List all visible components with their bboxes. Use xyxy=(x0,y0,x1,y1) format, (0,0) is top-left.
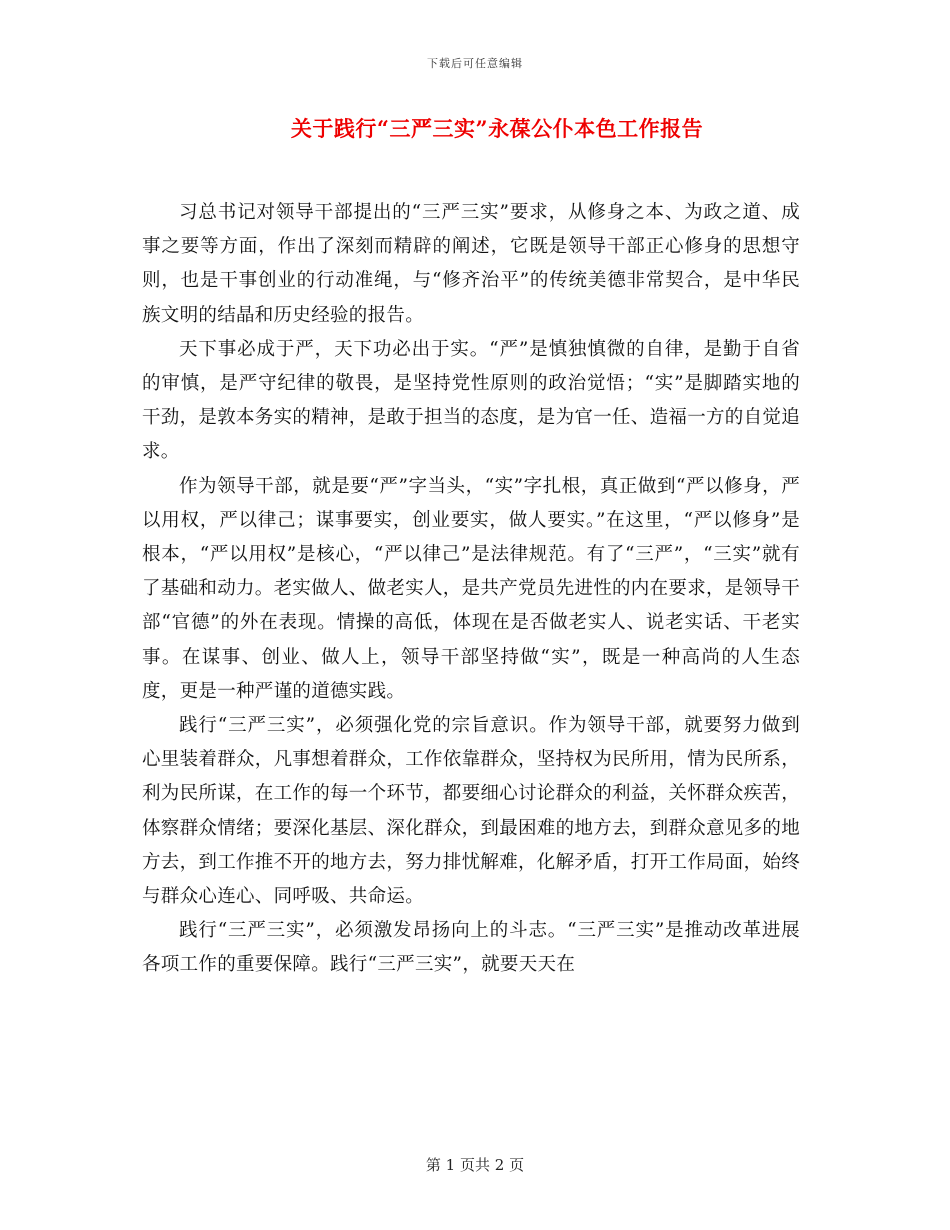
page-header-note: 下载后可任意编辑 xyxy=(427,57,523,70)
page-number: 第 1 页共 2 页 xyxy=(425,1156,525,1174)
paragraph: 习总书记对领导干部提出的“三严三实”要求，从修身之本、为政之道、成事之要等方面，作出了深刻而精辟的阐述，它既是领导干部正心修身的思想守则，也是干事创业的行动准绳，与“修齐治平”的传统美德非常契合，是中华民族文明的结晶和历史经验的报告。 xyxy=(142,202,800,326)
paragraph: 作为领导干部，就是要“严”字当头，“实”字扎根，真正做到“严以修身，严以用权，严以律己；谋事要实，创业要实，做人要实。”在这里，“严以修身”是根本，“严以用权”是核心，“严以律己”是法律规范。有了“三严”，“三实”就有了基础和动力。老实做人、做老实人，是共产党员先进性的内在要求，是领导干部“官德”的外在表现。情操的高低，体现在是否做老实人、说老实话、干老实事。在谋事、创业、做人上，领导干部坚持做“实”，既是一种高尚的人生态度，更是一种严谨的道德实践。 xyxy=(142,475,801,702)
paragraph: 践行“三严三实”，必须激发昂扬向上的斗志。“三严三实”是推动改革进展各项工作的重要保障。践行“三严三实”，就要天天在 xyxy=(142,920,800,976)
document-title: 关于践行“三严三实”永葆公仆本色工作报告 xyxy=(290,116,704,141)
paragraph: 践行“三严三实”，必须强化党的宗旨意识。作为领导干部，就要努力做到心里装着群众，凡事想着群众，工作依靠群众，坚持权为民所用，情为民所系，利为民所谋，在工作的每一个环节，都要细心讨论群众的利益，关怀群众疾苦，体察群众情绪；要深化基层、深化群众，到最困难的地方去，到群众意见多的地方去，到工作推不开的地方去，努力排忧解难，化解矛盾，打开工作局面，始终与群众心连心、同呼吸、共命运。 xyxy=(142,715,801,908)
paragraph: 天下事必成于严，天下功必出于实。“严”是慎独慎微的自律，是勤于自省的审慎，是严守纪律的敬畏，是坚持党性原则的政治觉悟；“实”是脚踏实地的干劲，是敦本务实的精神，是敢于担当的态度，是为官一任、造福一方的自觉追求。 xyxy=(142,338,801,463)
document-body xyxy=(142,196,800,983)
